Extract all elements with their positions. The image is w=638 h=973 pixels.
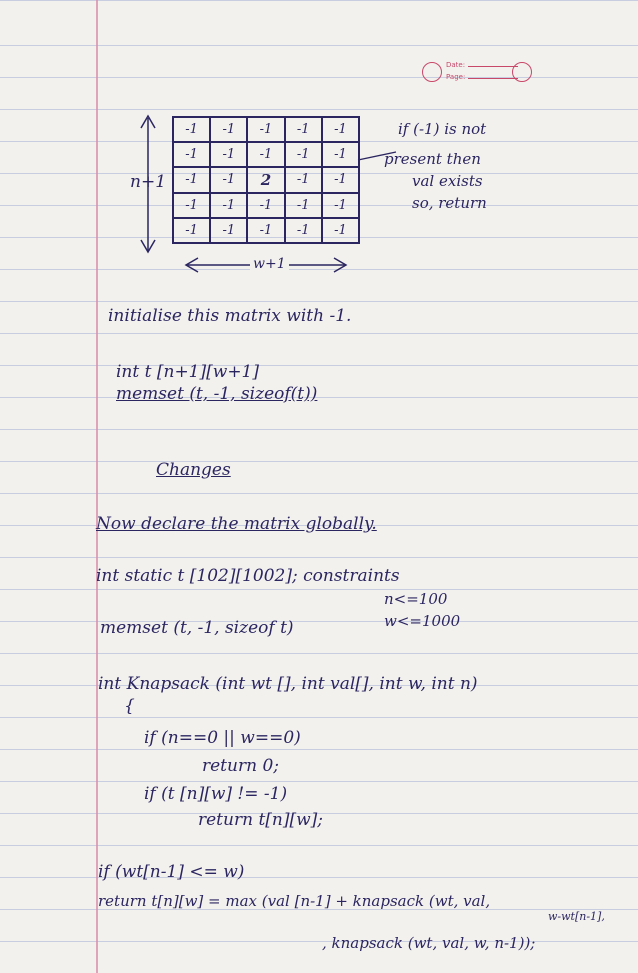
base-case-return: return 0;	[202, 756, 279, 776]
base-case-condition: if (n==0 || w==0)	[144, 728, 301, 748]
matrix-cell: -1	[285, 193, 322, 218]
matrix-cell: -1	[173, 167, 210, 192]
open-brace: {	[124, 696, 135, 716]
weight-subnote: w-wt[n-1],	[548, 910, 605, 923]
matrix-cell: -1	[210, 142, 247, 167]
matrix-cell: -1	[285, 218, 322, 243]
memset-line-1: memset (t, -1, sizeof(t))	[116, 384, 318, 404]
memo-check-condition: if (t [n][w] != -1)	[144, 784, 288, 804]
note-line-3: val exists	[412, 172, 483, 190]
matrix-cell: -1	[322, 167, 359, 192]
matrix-cell: 2	[247, 167, 284, 192]
rows-label: n+1	[130, 172, 167, 192]
function-signature: int Knapsack (int wt [], int val[], int w, int n)	[98, 674, 478, 694]
matrix-cell: -1	[322, 193, 359, 218]
page-field: Page:	[446, 73, 518, 81]
matrix-cell: -1	[285, 142, 322, 167]
matrix-cell: -1	[285, 167, 322, 192]
matrix-cell: -1	[247, 117, 284, 142]
matrix-cell: -1	[210, 218, 247, 243]
constraint-w: w<=1000	[384, 612, 461, 630]
matrix-cell: -1	[173, 218, 210, 243]
memset-line-2: memset (t, -1, sizeof t)	[100, 618, 294, 638]
cols-label: w+1	[250, 256, 289, 272]
matrix-cell: -1	[210, 117, 247, 142]
matrix-cell: -1	[322, 142, 359, 167]
note-line-1: if (-1) is not	[398, 120, 487, 138]
matrix-cell: -1	[322, 218, 359, 243]
matrix-cell: -1	[247, 193, 284, 218]
constraint-n: n<=100	[384, 590, 448, 608]
matrix-cell: -1	[173, 193, 210, 218]
matrix-cell: -1	[210, 167, 247, 192]
global-line: Now declare the matrix globally.	[96, 514, 377, 534]
matrix-cell: -1	[247, 142, 284, 167]
init-line: initialise this matrix with -1.	[108, 306, 352, 326]
static-declaration: int static t [102][1002]; constraints	[96, 566, 400, 586]
declaration-line: int t [n+1][w+1]	[116, 362, 260, 382]
matrix-cell: -1	[173, 117, 210, 142]
matrix-cell: -1	[285, 117, 322, 142]
recursive-return: return t[n][w] = max (val [n-1] + knapsack (wt, val,	[98, 892, 491, 910]
note-line-2: present then	[384, 150, 481, 168]
matrix-cell: -1	[173, 142, 210, 167]
matrix-cell: -1	[210, 193, 247, 218]
matrix-cell: -1	[322, 117, 359, 142]
note-line-4: so, return	[412, 194, 487, 212]
fit-condition: if (wt[n-1] <= w)	[98, 862, 245, 882]
changes-heading: Changes	[156, 460, 231, 480]
recursive-return-continued: , knapsack (wt, val, w, n-1));	[322, 934, 536, 952]
memo-matrix	[172, 116, 360, 244]
memo-return: return t[n][w];	[198, 810, 324, 830]
date-field: Date:	[446, 61, 518, 69]
matrix-cell: -1	[247, 218, 284, 243]
